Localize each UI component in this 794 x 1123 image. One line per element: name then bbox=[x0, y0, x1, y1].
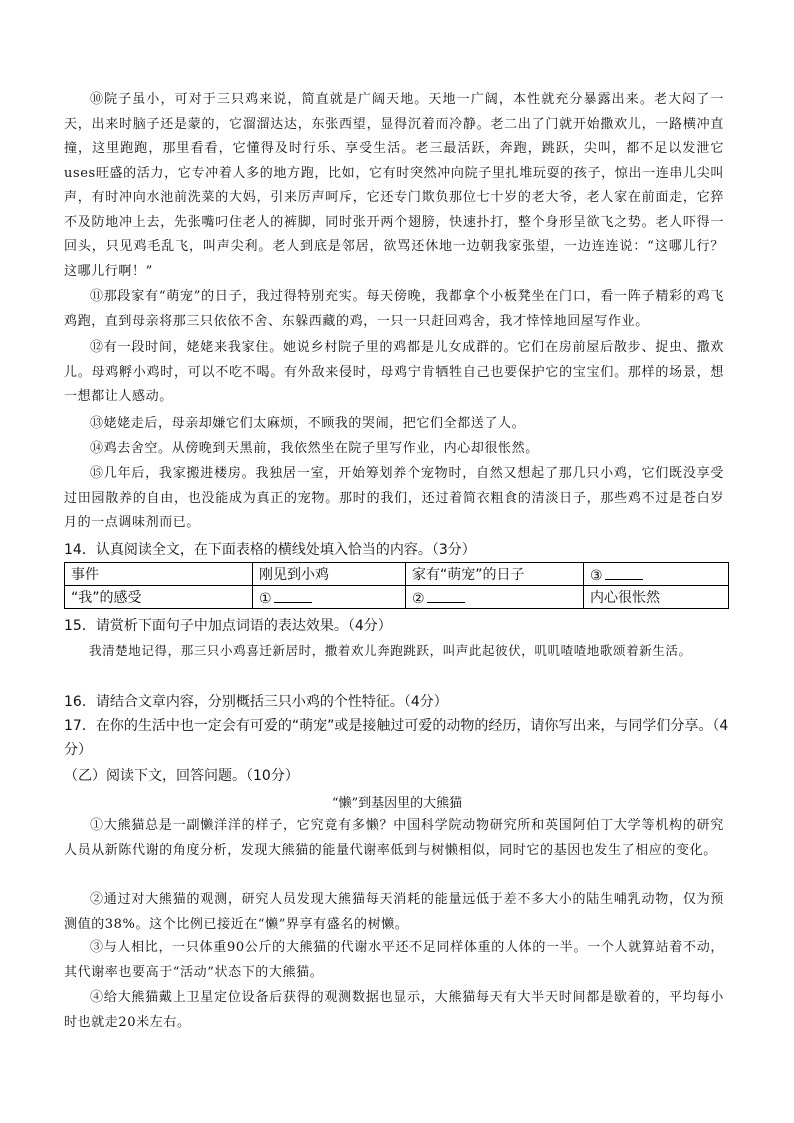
question-15-sentence: 我清楚地记得，那三只小鸡喜迁新居时，撒着欢儿奔跑跳跃，叫声此起彼伏，叽叽喳喳地歌颂着新生活。 bbox=[89, 643, 692, 658]
answer-blank[interactable] bbox=[605, 565, 643, 580]
question-15: 15．请赏析下面句子中加点词语的表达效果。（4分） bbox=[64, 618, 392, 634]
table-cell: “我”的感受 bbox=[65, 586, 253, 609]
passage-paragraph-11: ⑪那段家有“萌宠”的日子，我过得特别充实。每天傍晚，我都拿个小板凳坐在门口，看一阵子精彩的鸡飞鸡跑，直到母亲将那三只依依不舍、东躲西藏的鸡，一只一只赶回鸡舍，我才悻悻地回屋写作业。 bbox=[64, 289, 724, 329]
question-14: 14．认真阅读全文，在下面表格的横线处填入恰当的内容。（3分） bbox=[64, 542, 476, 558]
answer-blank[interactable] bbox=[427, 588, 465, 603]
table-cell-blank[interactable] bbox=[253, 586, 406, 609]
question-16: 16．请结合文章内容，分别概括三只小鸡的个性特征。（4分） bbox=[64, 694, 448, 710]
article-paragraph-3: ③与人相比，一只体重90公斤的大熊猫的代谢水平还不足同样体重的人体的一半。一个人就算站着不动，其代谢率也要高于“活动”状态下的大熊猫。 bbox=[64, 940, 724, 980]
passage-paragraph-15: ⑮几年后，我家搬进楼房。我独居一室，开始筹划养个宠物时，自然又想起了那几只小鸡，它们既没享受过田园散养的自由，也没能成为真正的宠物。那时的我们，还过着简衣粗食的清淡日子，那些鸡不过是苍白岁月的一点调味剂而已。 bbox=[64, 466, 724, 530]
passage-paragraph-10: ⑩院子虽小，可对于三只鸡来说，简直就是广阔天地。天地一广阔，本性就充分暴露出来。老大闷了一天，出来时脑子还是蒙的，它溜溜达达，东张西望，显得沉着而冷静。老二出了门就开始撒欢儿，一路横冲直撞，这里跑跑，那里看看，它懂得及时行乐、享受生活。老三最活跃，奔跑，跳跃，尖叫，都不足以发泄它uses旺盛的活力，它专冲着人多的地方跑，比如，它有时突然冲向院子里扎堆玩耍的孩子，惊出一连串儿尖叫声，有时冲向水池前洗菜的大妈，引来厉声呵斥，它还专门欺负那位七十岁的老大爷，老人家在前面走，它猝不及防地冲上去，先张嘴叼住老人的裤脚，同时张开两个翅膀，快速扑打，整个身形呈欲飞之势。老人吓得一回头，只见鸡毛乱飞，叫声尖利。老人到底是邻居，欲骂还休地一边朝我家张望，一边连连说：“这哪儿行？这哪儿行啊！” bbox=[64, 92, 724, 279]
article-title: “懒”到基因里的大熊猫 bbox=[331, 796, 463, 811]
part-b-heading: （乙）阅读下文，回答问题。（10分） bbox=[64, 768, 299, 784]
table-cell: 家有“萌宠”的日子 bbox=[406, 563, 584, 586]
article-paragraph-1: ①大熊猫总是一副懒洋洋的样子，它究竟有多懒？中国科学院动物研究所和英国阿伯丁大学等机构的研究人员从新陈代谢的角度分析，发现大熊猫的能量代谢率低到与树懒相似，同时它的基因也发生了相应的变化。 bbox=[64, 818, 724, 858]
passage-paragraph-12: ⑫有一段时间，姥姥来我家住。她说乡村院子里的鸡都是儿女成群的。它们在房前屋后散步、捉虫、撒欢儿。母鸡孵小鸡时，可以不吃不喝。有外敌来侵时，母鸡宁肯牺牲自己也要保护它的宝宝们。那样的场景，想一想都让人感动。 bbox=[64, 340, 724, 404]
table-cell: 内心很怅然 bbox=[584, 586, 729, 609]
table-cell: 事件 bbox=[65, 563, 253, 586]
question-17: 17．在你的生活中也一定会有可爱的“萌宠”或是接触过可爱的动物的经历，请你写出来，与同学们分享。（4分） bbox=[64, 718, 729, 758]
blank-label: ① bbox=[259, 590, 272, 607]
article-paragraph-4: ④给大熊猫戴上卫星定位设备后获得的观测数据也显示，大熊猫每天有大半天时间都是歇着的，平均每小时也就走20米左右。 bbox=[64, 990, 724, 1030]
table-cell-blank[interactable] bbox=[584, 563, 729, 586]
passage-paragraph-13: ⑬姥姥走后，母亲却嫌它们太麻烦，不顾我的哭闹，把它们全都送了人。 bbox=[90, 416, 526, 431]
article-paragraph-2: ②通过对大熊猫的观测，研究人员发现大熊猫每天消耗的能量远低于差不多大小的陆生哺乳动物，仅为预测值的38%。这个比例已接近在“懒”界享有盛名的树懒。 bbox=[64, 892, 724, 932]
table-row bbox=[65, 563, 729, 586]
passage-paragraph-14: ⑭鸡去舍空。从傍晚到天黑前，我依然坐在院子里写作业，内心却很怅然。 bbox=[90, 441, 539, 456]
answer-blank[interactable] bbox=[274, 588, 312, 603]
table-row bbox=[65, 586, 729, 609]
blank-label: ② bbox=[412, 590, 425, 607]
blank-label: ③ bbox=[590, 567, 603, 584]
table-cell-blank[interactable] bbox=[406, 586, 584, 609]
event-feeling-table bbox=[64, 562, 729, 609]
table-cell: 刚见到小鸡 bbox=[253, 563, 406, 586]
